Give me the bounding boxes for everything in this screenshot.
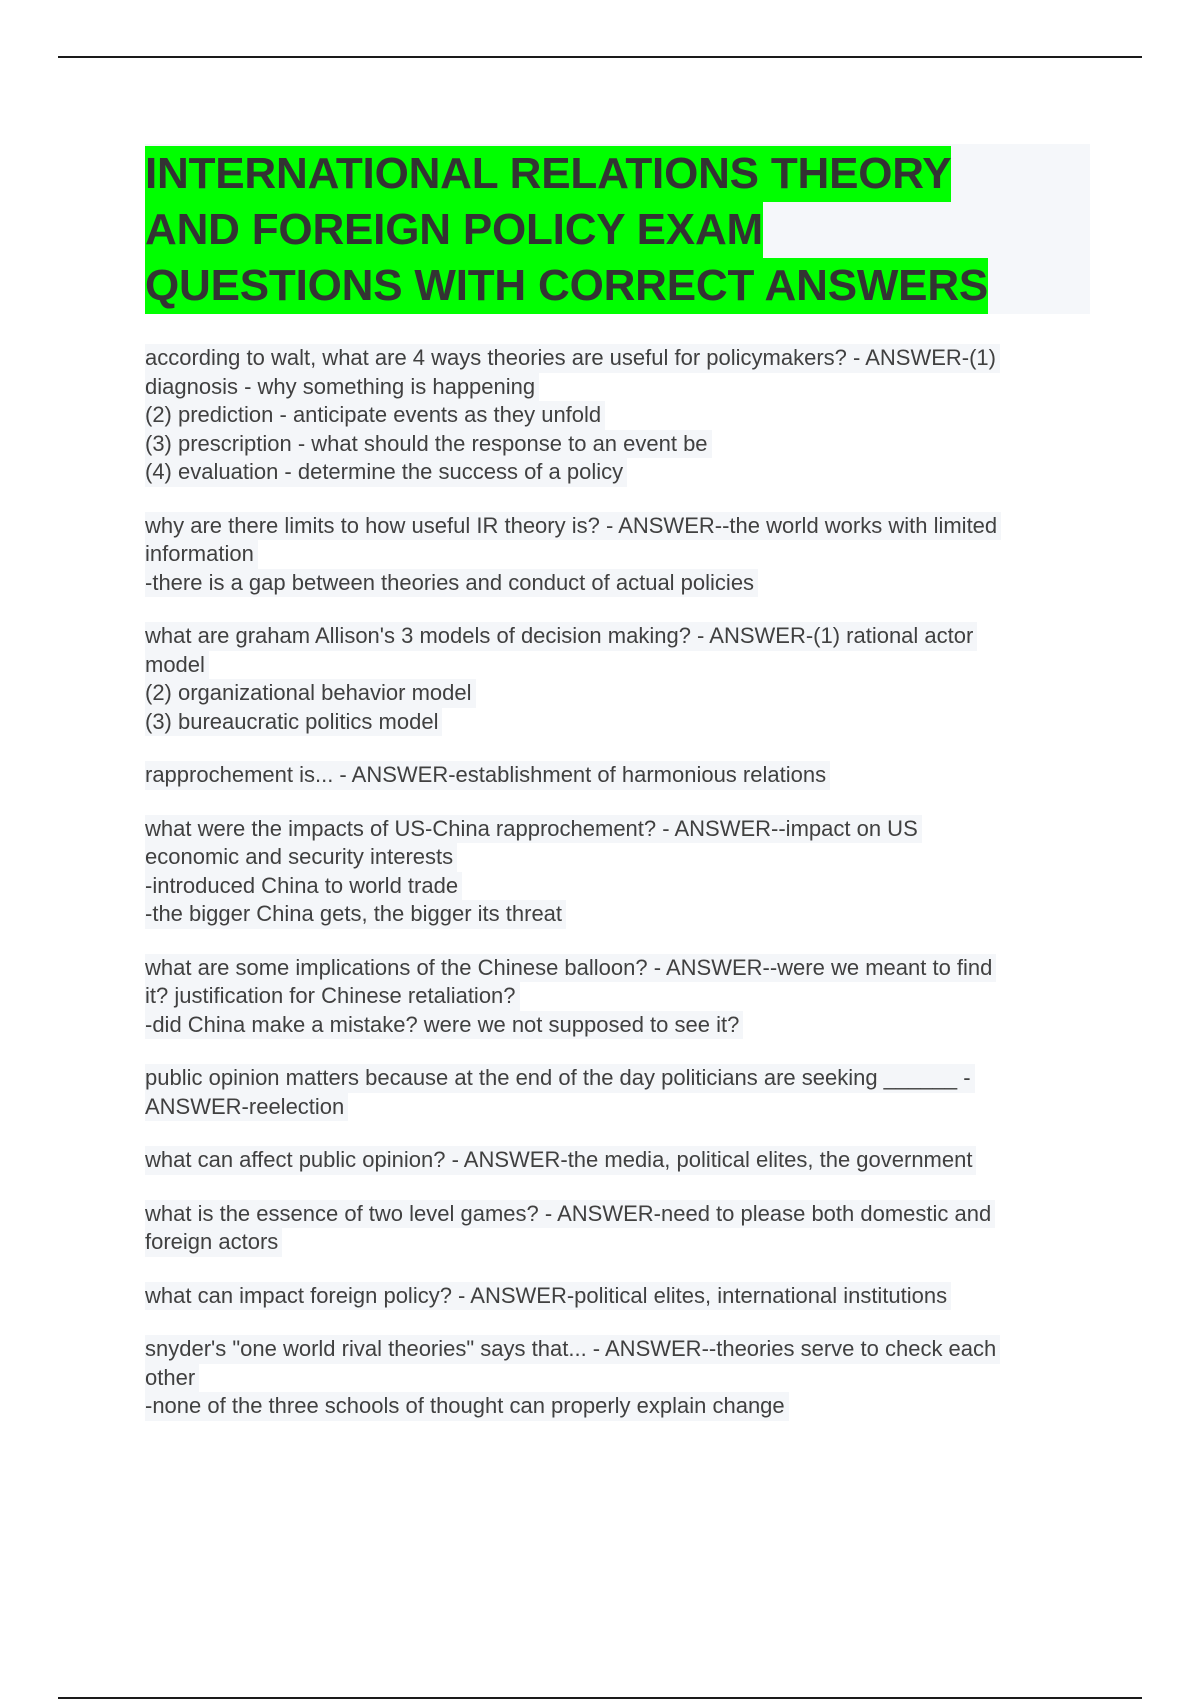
qa-text-line: what can affect public opinion? - ANSWER-the media, political elites, the government — [145, 1146, 976, 1175]
qa-text-line: what are graham Allison's 3 models of decision making? - ANSWER-(1) rational actor — [145, 622, 977, 651]
qa-text-line: (3) prescription - what should the response to an event be — [145, 430, 712, 459]
qa-text-line: according to walt, what are 4 ways theories are useful for policymakers? - ANSWER-(1) — [145, 344, 1000, 373]
title-line: QUESTIONS WITH CORRECT ANSWERS — [145, 258, 988, 314]
qa-text-line: other — [145, 1364, 199, 1393]
qa-text-line: (4) evaluation - determine the success of a policy — [145, 458, 627, 487]
title-line: AND FOREIGN POLICY EXAM — [145, 202, 763, 258]
qa-item — [145, 1146, 1090, 1175]
qa-item — [145, 954, 1090, 1040]
qa-item — [145, 512, 1090, 598]
qa-item — [145, 1282, 1090, 1311]
qa-text-line: -the bigger China gets, the bigger its threat — [145, 900, 566, 929]
qa-text-line: what can impact foreign policy? - ANSWER-political elites, international institutions — [145, 1282, 951, 1311]
qa-text-line: (2) organizational behavior model — [145, 679, 476, 708]
qa-item — [145, 344, 1090, 487]
qa-text-line: economic and security interests — [145, 843, 457, 872]
qa-item — [145, 1064, 1090, 1121]
document-title — [145, 144, 1090, 314]
qa-item — [145, 1335, 1090, 1421]
qa-text-line: foreign actors — [145, 1228, 282, 1257]
qa-text-line: why are there limits to how useful IR theory is? - ANSWER--the world works with limited — [145, 512, 1001, 541]
qa-text-line: -introduced China to world trade — [145, 872, 462, 901]
qa-item — [145, 761, 1090, 790]
qa-text-line: it? justification for Chinese retaliation? — [145, 982, 520, 1011]
qa-text-line: (2) prediction - anticipate events as they unfold — [145, 401, 605, 430]
qa-text-line: what are some implications of the Chinese balloon? - ANSWER--were we meant to find — [145, 954, 996, 983]
qa-text-line: -none of the three schools of thought can properly explain change — [145, 1392, 789, 1421]
qa-text-line: ANSWER-reelection — [145, 1093, 348, 1122]
qa-text-line: public opinion matters because at the end of the day politicians are seeking ______ - — [145, 1064, 975, 1093]
qa-text-line: rapprochement is... - ANSWER-establishment of harmonious relations — [145, 761, 830, 790]
qa-text-line: what is the essence of two level games? - ANSWER-need to please both domestic and — [145, 1200, 995, 1229]
qa-text-line: information — [145, 540, 258, 569]
qa-item — [145, 622, 1090, 736]
qa-item — [145, 815, 1090, 929]
qa-text-line: (3) bureaucratic politics model — [145, 708, 442, 737]
qa-text-line: snyder's "one world rival theories" says that... - ANSWER--theories serve to check each — [145, 1335, 1000, 1364]
document-body — [145, 144, 1090, 1446]
qa-text-line: diagnosis - why something is happening — [145, 373, 539, 402]
qa-text-line: -did China make a mistake? were we not supposed to see it? — [145, 1011, 743, 1040]
qa-text-line: what were the impacts of US-China rapprochement? - ANSWER--impact on US — [145, 815, 922, 844]
qa-text-line: model — [145, 651, 209, 680]
top-rule — [58, 56, 1142, 58]
title-line: INTERNATIONAL RELATIONS THEORY — [145, 146, 951, 202]
qa-text-line: -there is a gap between theories and conduct of actual policies — [145, 569, 758, 598]
qa-item — [145, 1200, 1090, 1257]
bottom-rule — [58, 1697, 1142, 1699]
